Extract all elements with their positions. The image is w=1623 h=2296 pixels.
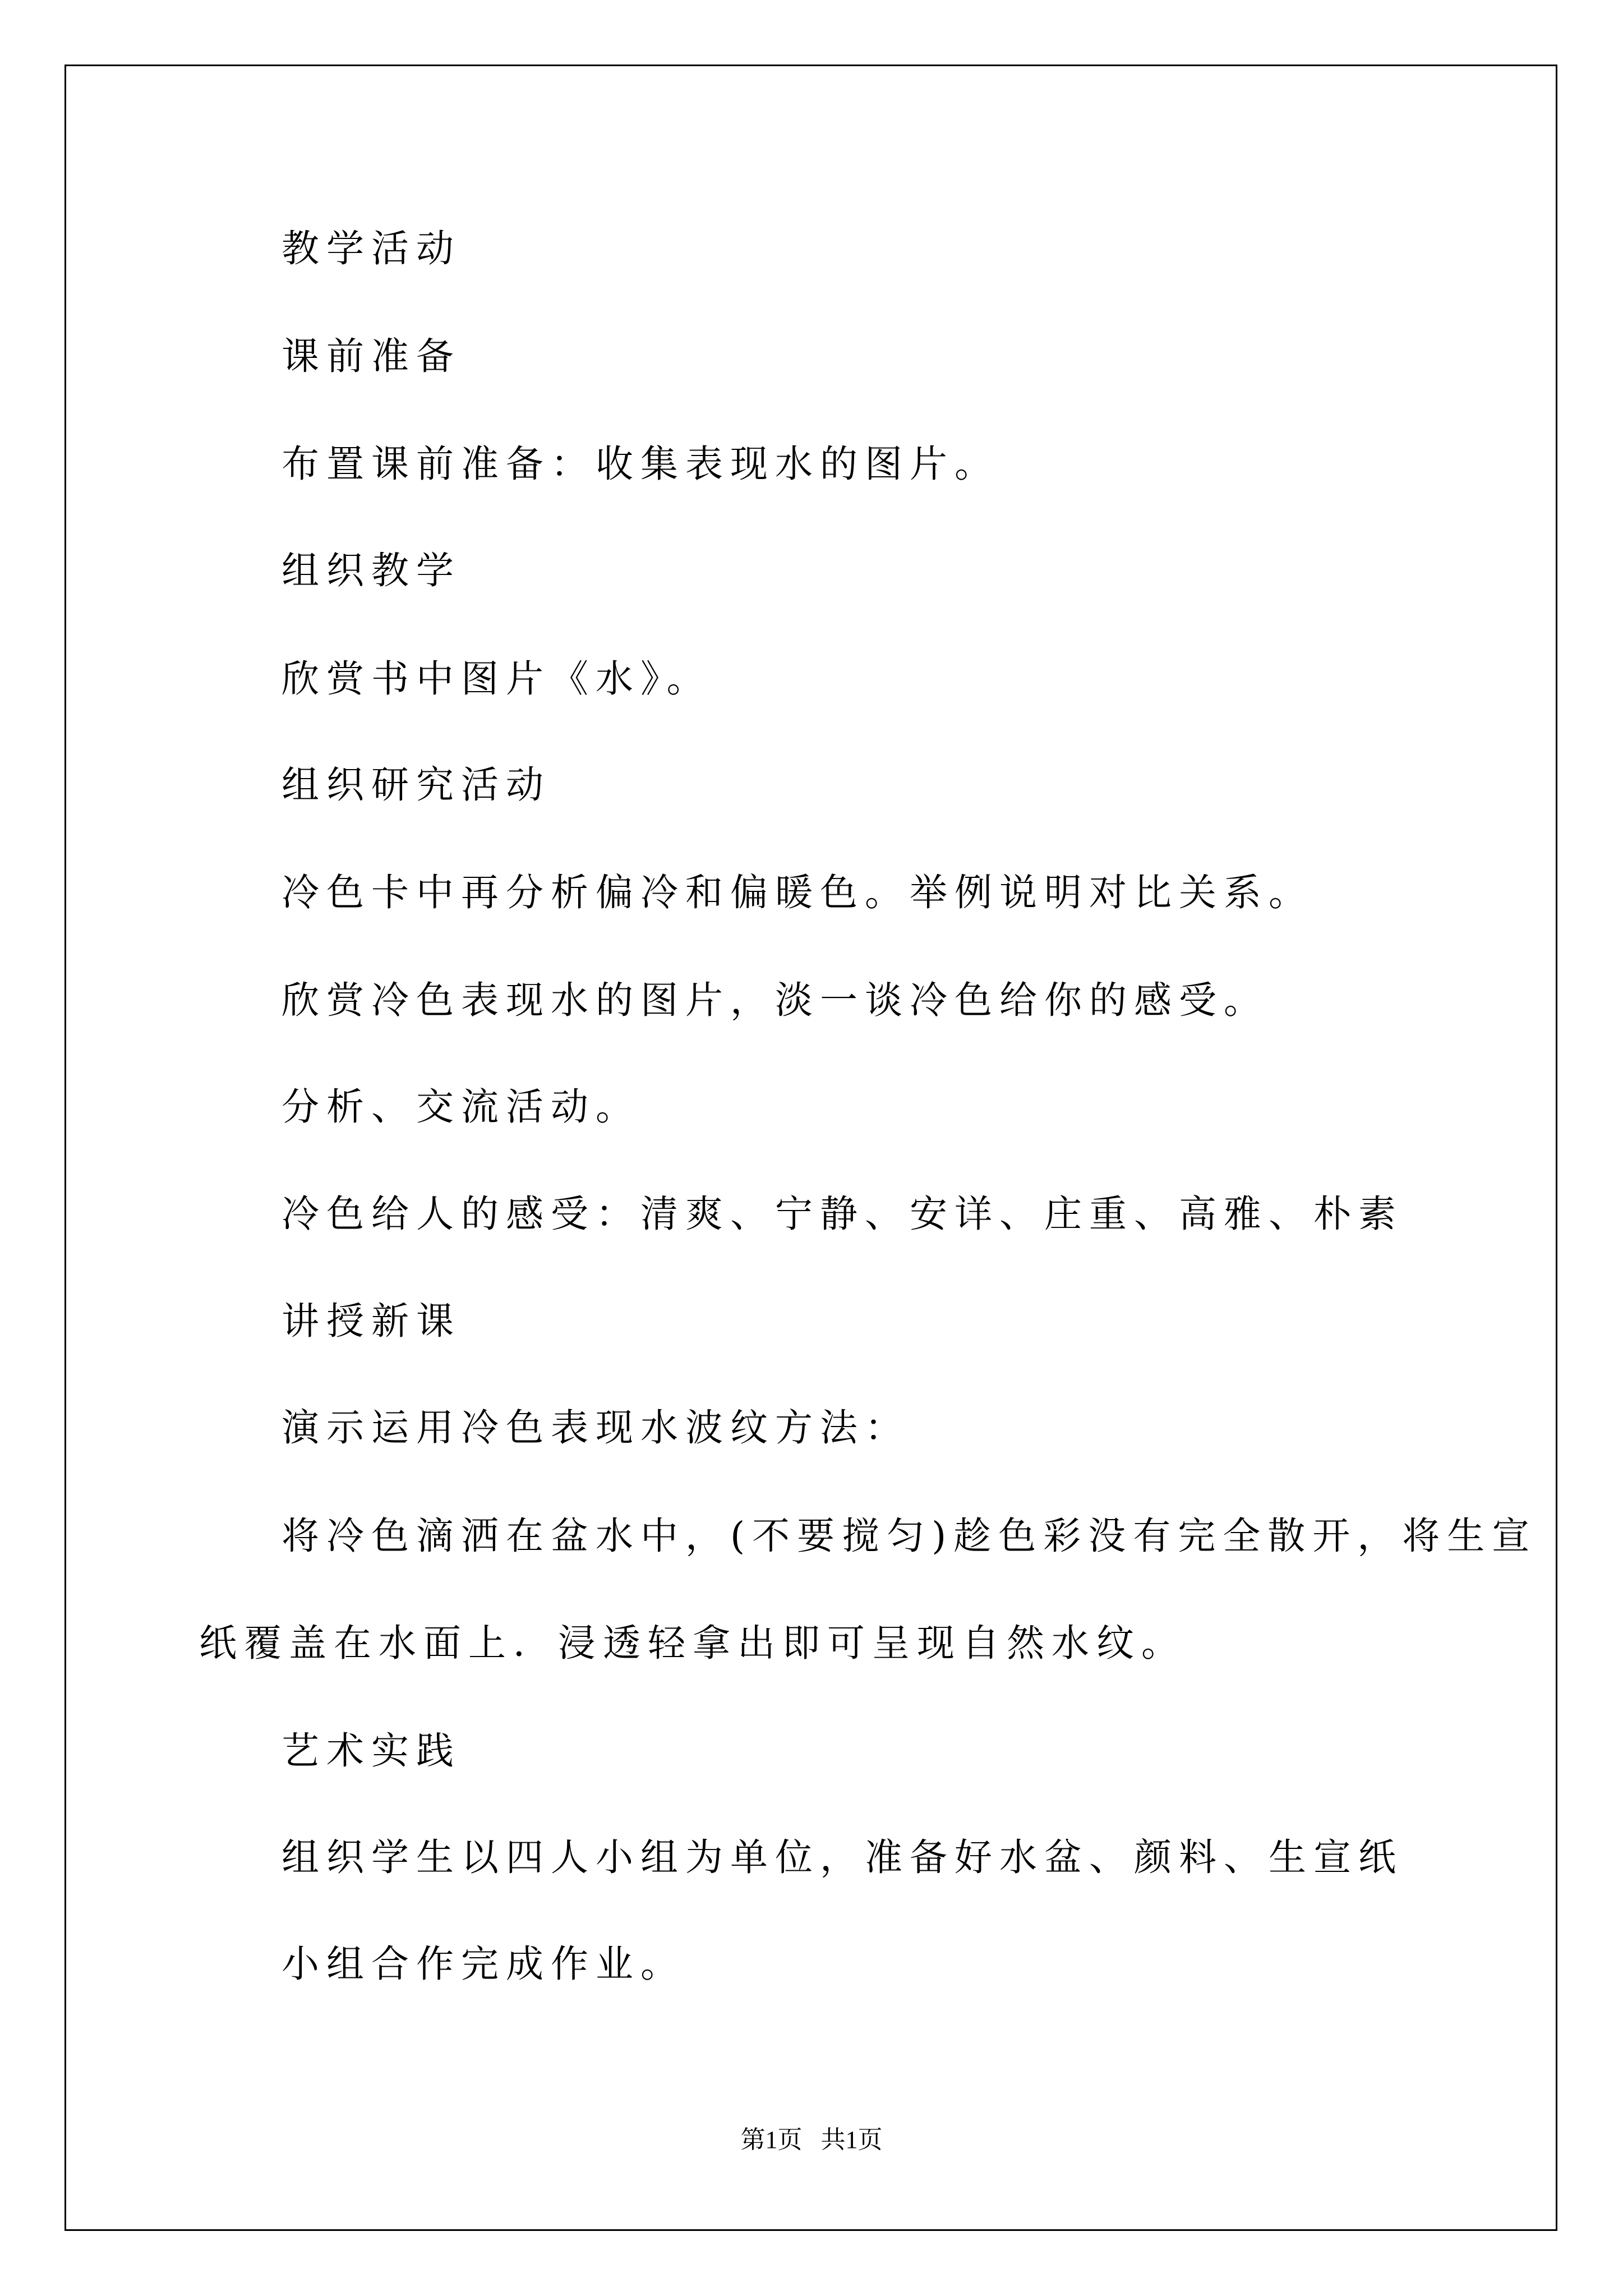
doc-line-research-activity: 组织研究活动 <box>282 763 551 807</box>
doc-line-cold-color-feeling: 欣赏冷色表现水的图片，淡一谈冷色给你的感受。 <box>282 978 1269 1022</box>
doc-line-cold-warm-analysis: 冷色卡中再分析偏冷和偏暖色。举例说明对比关系。 <box>282 871 1313 914</box>
doc-line-art-practice: 艺术实践 <box>282 1729 461 1773</box>
doc-line-preparation: 课前准备 <box>282 334 461 378</box>
page-border <box>64 65 1557 2231</box>
doc-line-method-step-1: 将冷色滴洒在盆水中，(不要搅匀)趁色彩没有完全散开，将生宣 <box>282 1514 1537 1558</box>
doc-line-teaching-activity: 教学活动 <box>282 227 461 270</box>
doc-line-analysis-exchange: 分析、交流活动。 <box>282 1085 640 1129</box>
page-number-footer: 第1页 共1页 <box>740 2126 883 2154</box>
doc-line-method-step-2: 纸覆盖在水面上．浸透轻拿出即可呈现自然水纹。 <box>199 1621 1186 1665</box>
doc-line-group-organize: 组织学生以四人小组为单位，准备好水盆、颜料、生宣纸 <box>282 1835 1403 1879</box>
doc-line-group-work: 小组合作完成作业。 <box>282 1942 685 1986</box>
doc-line-new-lesson: 讲授新课 <box>282 1299 461 1343</box>
doc-line-prep-task: 布置课前准备：收集表现水的图片。 <box>282 442 999 486</box>
doc-line-organize-teaching: 组织教学 <box>282 549 461 592</box>
doc-line-cold-color-impressions: 冷色给人的感受：清爽、宁静、安详、庄重、高雅、朴素 <box>282 1192 1403 1236</box>
doc-line-demo-method: 演示运用冷色表现水波纹方法： <box>282 1406 910 1450</box>
doc-line-appreciate-picture: 欣赏书中图片《水》。 <box>282 657 712 701</box>
